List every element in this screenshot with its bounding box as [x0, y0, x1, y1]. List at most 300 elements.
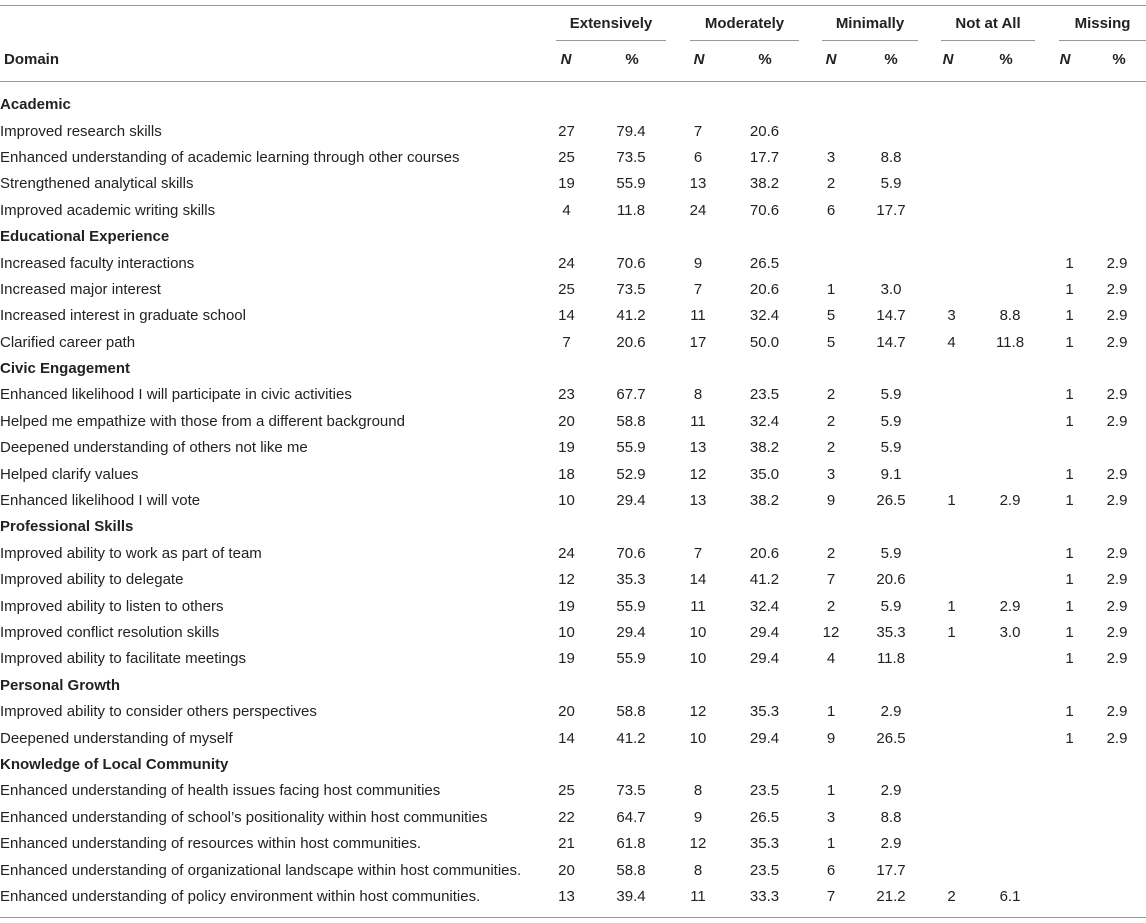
pct-cell — [969, 857, 1051, 883]
table-row — [0, 171, 1146, 197]
pct-cell: 2.9 — [999, 597, 1021, 615]
pct-column-header: % — [625, 51, 639, 68]
n-cell — [1051, 778, 1088, 804]
item-label: Helped clarify values — [0, 465, 139, 483]
item-label: Increased faculty interactions — [0, 254, 195, 272]
n-cell: 7 — [562, 333, 571, 351]
n-cell — [681, 224, 715, 250]
pct-cell: 2.9 — [1106, 333, 1128, 351]
n-cell: 1 — [1065, 254, 1074, 272]
item-label: Clarified career path — [0, 333, 136, 351]
pct-cell — [1088, 884, 1146, 910]
n-cell: 1 — [1065, 333, 1074, 351]
domain-label: Civic Engagement — [0, 360, 131, 378]
pct-cell: 73.5 — [616, 148, 646, 166]
pct-cell: 2.9 — [1106, 650, 1128, 668]
n-cell: 7 — [693, 544, 703, 562]
n-cell: 1 — [1065, 412, 1074, 430]
pct-cell — [969, 752, 1051, 778]
group-underline — [822, 40, 918, 41]
n-cell — [934, 831, 969, 857]
pct-cell — [969, 646, 1051, 672]
item-label: Increased interest in graduate school — [0, 307, 246, 325]
n-cell — [552, 356, 581, 382]
n-column-header: N — [693, 51, 705, 68]
table-row — [0, 118, 1146, 144]
table-row — [0, 857, 1146, 883]
item-label: Improved ability to facilitate meetings — [0, 650, 246, 668]
group-header-minimally — [822, 15, 918, 41]
pct-cell: 2.9 — [1106, 703, 1128, 721]
n-cell — [681, 356, 715, 382]
n-cell: 12 — [558, 571, 575, 589]
pct-cell: 58.8 — [616, 412, 646, 430]
pct-cell: 70.6 — [616, 544, 646, 562]
pct-cell: 2.9 — [880, 782, 902, 800]
pct-cell: 55.9 — [616, 175, 646, 193]
n-cell — [934, 567, 969, 593]
n-cell — [1051, 118, 1088, 144]
n-cell: 10 — [689, 650, 707, 668]
pct-cell: 23.5 — [749, 861, 780, 879]
table-row — [0, 541, 1146, 567]
domain-label: Educational Experience — [0, 228, 170, 246]
pct-cell — [848, 92, 934, 118]
n-cell: 9 — [826, 492, 836, 510]
pct-cell: 14.7 — [876, 333, 906, 351]
pct-cell: 73.5 — [616, 782, 646, 800]
pct-cell — [848, 514, 934, 540]
n-cell: 23 — [558, 386, 575, 404]
pct-cell — [1088, 198, 1146, 224]
pct-cell: 2.9 — [880, 703, 902, 721]
pct-cell — [969, 567, 1051, 593]
pct-cell: 17.7 — [876, 201, 906, 219]
pct-cell: 41.2 — [616, 729, 646, 747]
table-row — [0, 409, 1146, 435]
pct-cell — [581, 752, 681, 778]
table-row — [0, 884, 1146, 910]
pct-cell: 61.8 — [616, 835, 646, 853]
n-cell: 12 — [689, 465, 707, 483]
group-header-label: Not at All — [955, 15, 1021, 32]
pct-cell: 29.4 — [616, 492, 646, 510]
pct-cell: 70.6 — [749, 201, 780, 219]
n-cell: 17 — [689, 333, 707, 351]
table-row — [0, 382, 1146, 408]
domain-row — [0, 673, 1146, 699]
pct-cell — [848, 224, 934, 250]
n-cell — [552, 752, 581, 778]
pct-cell — [969, 356, 1051, 382]
pct-cell — [969, 461, 1051, 487]
pct-cell: 2.9 — [1106, 307, 1128, 325]
n-cell — [934, 145, 969, 171]
n-column-header: N — [560, 51, 572, 68]
pct-cell: 2.9 — [1106, 280, 1128, 298]
pct-cell: 11.8 — [995, 333, 1025, 351]
n-cell — [552, 514, 581, 540]
n-cell: 5 — [826, 333, 836, 351]
pct-cell: 21.2 — [876, 887, 906, 905]
pct-cell: 20.6 — [876, 571, 906, 589]
pct-cell: 38.2 — [749, 439, 780, 457]
n-cell — [934, 514, 969, 540]
pct-cell — [1088, 171, 1146, 197]
pct-cell — [848, 752, 934, 778]
pct-cell: 67.7 — [616, 386, 646, 404]
item-label: Improved ability to delegate — [0, 571, 184, 589]
pct-cell: 2.9 — [1106, 571, 1128, 589]
n-cell — [1051, 171, 1088, 197]
pct-cell — [1088, 805, 1146, 831]
pct-cell — [969, 118, 1051, 144]
pct-cell: 58.8 — [616, 861, 646, 879]
item-label: Enhanced likelihood I will participate in civic activities — [0, 386, 352, 404]
pct-cell — [715, 752, 814, 778]
table-row — [0, 303, 1146, 329]
pct-cell: 38.2 — [749, 492, 780, 510]
n-cell — [814, 224, 848, 250]
table-row — [0, 831, 1146, 857]
n-cell: 6 — [826, 861, 836, 879]
n-cell — [1051, 752, 1088, 778]
pct-cell: 55.9 — [616, 597, 646, 615]
n-cell — [1051, 857, 1088, 883]
n-cell: 1 — [947, 624, 956, 641]
pct-cell: 8.8 — [880, 808, 902, 826]
pct-column-header: % — [1112, 51, 1126, 68]
n-cell — [1051, 831, 1088, 857]
n-cell — [934, 541, 969, 567]
pct-cell — [1088, 514, 1146, 540]
pct-cell — [969, 250, 1051, 276]
n-cell: 2 — [826, 597, 836, 615]
group-header-missing — [1059, 15, 1146, 41]
pct-cell: 17.7 — [876, 861, 906, 879]
n-cell: 8 — [693, 386, 703, 404]
pct-cell: 14.7 — [876, 307, 906, 325]
pct-cell: 2.9 — [1106, 729, 1128, 747]
n-cell: 20 — [558, 412, 575, 430]
pct-cell — [1088, 778, 1146, 804]
n-cell: 24 — [558, 254, 575, 272]
pct-cell — [848, 118, 934, 144]
pct-cell: 2.9 — [880, 835, 902, 853]
table-row — [0, 250, 1146, 276]
table-row — [0, 198, 1146, 224]
n-cell — [1051, 805, 1088, 831]
table-row — [0, 646, 1146, 672]
item-label: Strengthened analytical skills — [0, 175, 194, 193]
pct-cell — [848, 356, 934, 382]
pct-cell — [1088, 118, 1146, 144]
n-cell — [934, 382, 969, 408]
n-cell: 27 — [558, 122, 575, 140]
n-cell: 1 — [826, 835, 836, 853]
n-cell: 9 — [693, 254, 703, 272]
table-row — [0, 330, 1146, 356]
n-cell: 1 — [1065, 624, 1074, 641]
pct-cell — [969, 831, 1051, 857]
n-cell: 12 — [689, 703, 707, 721]
n-cell: 11 — [690, 412, 706, 430]
n-cell — [1051, 673, 1088, 699]
n-cell — [681, 514, 715, 540]
pct-cell: 55.9 — [616, 439, 646, 457]
pct-cell: 32.4 — [749, 307, 780, 325]
group-header-label: Extensively — [569, 15, 653, 32]
n-cell: 19 — [558, 175, 575, 193]
header-rule — [0, 81, 1146, 82]
pct-cell: 26.5 — [876, 729, 906, 747]
n-cell: 8 — [693, 782, 703, 800]
pct-cell: 39.4 — [616, 887, 646, 905]
group-underline — [1059, 40, 1146, 41]
pct-cell: 11.8 — [876, 650, 906, 668]
pct-cell — [581, 224, 681, 250]
domain-row — [0, 356, 1146, 382]
pct-cell — [969, 435, 1051, 461]
pct-cell — [1088, 224, 1146, 250]
group-underline — [690, 40, 799, 41]
n-cell: 20 — [558, 861, 575, 879]
pct-cell — [1088, 145, 1146, 171]
table-row — [0, 805, 1146, 831]
pct-cell — [1088, 752, 1146, 778]
pct-cell: 2.9 — [1106, 386, 1128, 404]
n-cell: 1 — [1065, 280, 1074, 298]
pct-cell: 5.9 — [880, 439, 902, 457]
domain-row — [0, 752, 1146, 778]
table-row — [0, 435, 1146, 461]
n-cell — [934, 250, 969, 276]
n-cell — [1051, 435, 1088, 461]
pct-cell: 5.9 — [880, 597, 902, 615]
n-cell: 14 — [689, 571, 707, 589]
domain-row — [0, 514, 1146, 540]
item-label: Improved conflict resolution skills — [0, 624, 220, 641]
pct-cell: 5.9 — [880, 412, 902, 430]
n-column-header: N — [942, 51, 954, 68]
n-cell: 3 — [826, 808, 836, 826]
n-cell: 9 — [693, 808, 703, 826]
domain-label: Academic — [0, 96, 71, 114]
n-cell: 14 — [558, 307, 575, 325]
domain-label: Professional Skills — [0, 518, 134, 536]
pct-cell: 20.6 — [616, 333, 646, 351]
n-cell: 12 — [689, 835, 707, 853]
pct-cell — [715, 92, 814, 118]
n-cell: 2 — [826, 175, 836, 193]
n-cell: 2 — [826, 386, 836, 404]
pct-cell: 58.8 — [616, 703, 646, 721]
n-cell: 6 — [826, 201, 836, 219]
pct-cell — [1088, 92, 1146, 118]
pct-cell: 2.9 — [999, 492, 1021, 510]
pct-cell: 20.6 — [749, 544, 780, 562]
item-label: Enhanced understanding of policy environment within host communities. — [0, 887, 481, 905]
item-label: Improved research skills — [0, 122, 162, 140]
n-cell: 5 — [826, 307, 836, 325]
n-cell — [814, 514, 848, 540]
n-cell — [1051, 356, 1088, 382]
pct-cell — [1088, 857, 1146, 883]
n-cell — [934, 435, 969, 461]
n-cell: 2 — [826, 544, 836, 562]
pct-cell — [969, 145, 1051, 171]
n-cell: 1 — [826, 703, 836, 721]
n-cell: 7 — [693, 280, 703, 298]
n-cell — [1051, 224, 1088, 250]
table-row — [0, 277, 1146, 303]
pct-cell: 26.5 — [749, 254, 780, 272]
pct-cell: 2.9 — [1106, 465, 1128, 483]
item-label: Increased major interest — [0, 280, 161, 298]
n-cell: 11 — [690, 887, 706, 905]
item-label: Enhanced understanding of health issues facing host communities — [0, 782, 441, 800]
top-rule — [0, 5, 1146, 6]
pct-cell — [969, 514, 1051, 540]
table-row — [0, 461, 1146, 487]
n-cell — [681, 92, 715, 118]
n-cell — [934, 171, 969, 197]
pct-column-header: % — [758, 51, 772, 68]
n-cell — [1051, 884, 1088, 910]
pct-cell — [848, 673, 934, 699]
pct-cell: 26.5 — [749, 808, 780, 826]
n-cell: 19 — [558, 597, 575, 615]
pct-cell: 2.9 — [1106, 624, 1128, 641]
pct-cell — [581, 514, 681, 540]
n-cell: 1 — [1065, 597, 1074, 615]
n-cell: 1 — [1065, 465, 1074, 483]
n-cell: 10 — [558, 624, 575, 641]
pct-cell — [969, 541, 1051, 567]
pct-cell: 35.0 — [749, 465, 780, 483]
pct-cell: 32.4 — [749, 412, 780, 430]
pct-cell: 5.9 — [880, 386, 902, 404]
bottom-rule — [0, 917, 1146, 918]
n-cell: 19 — [558, 439, 575, 457]
pct-cell — [969, 699, 1051, 725]
item-label: Enhanced understanding of resources within host communities. — [0, 835, 422, 853]
n-cell — [934, 356, 969, 382]
group-header-not-at-all — [941, 15, 1035, 41]
n-cell: 2 — [947, 887, 956, 905]
pct-cell: 3.0 — [880, 280, 902, 298]
pct-cell: 2.9 — [1106, 597, 1128, 615]
pct-cell: 73.5 — [616, 280, 646, 298]
n-cell: 3 — [826, 465, 836, 483]
n-cell — [934, 805, 969, 831]
n-cell — [934, 646, 969, 672]
pct-cell: 41.2 — [749, 571, 780, 589]
n-cell: 7 — [826, 571, 836, 589]
pct-cell — [969, 92, 1051, 118]
table-row — [0, 567, 1146, 593]
group-header-extensively — [556, 15, 666, 41]
n-cell: 24 — [558, 544, 575, 562]
table-row — [0, 593, 1146, 619]
n-cell — [814, 250, 848, 276]
n-cell: 7 — [826, 887, 836, 905]
n-cell — [934, 277, 969, 303]
pct-cell: 35.3 — [616, 571, 646, 589]
pct-cell: 64.7 — [616, 808, 646, 826]
n-cell — [934, 198, 969, 224]
pct-cell: 35.3 — [876, 624, 906, 641]
pct-cell: 8.8 — [999, 307, 1021, 325]
pct-cell — [969, 805, 1051, 831]
n-column-header: N — [1059, 51, 1071, 68]
item-label: Enhanced understanding of academic learning through other courses — [0, 148, 460, 166]
item-label: Improved ability to listen to others — [0, 597, 224, 615]
domain-row — [0, 224, 1146, 250]
pct-cell: 29.4 — [749, 729, 780, 747]
n-cell: 1 — [947, 597, 956, 615]
pct-cell — [969, 778, 1051, 804]
n-cell: 1 — [947, 492, 956, 510]
table-row — [0, 620, 1146, 646]
n-cell — [934, 699, 969, 725]
pct-cell — [1088, 831, 1146, 857]
pct-cell: 2.9 — [1106, 254, 1128, 272]
group-header-label: Minimally — [835, 15, 905, 32]
n-cell — [681, 752, 715, 778]
group-underline — [941, 40, 1035, 41]
item-label: Improved ability to consider others perspectives — [0, 703, 317, 721]
n-cell — [552, 224, 581, 250]
n-cell — [934, 778, 969, 804]
pct-cell: 55.9 — [616, 650, 646, 668]
n-column-header: N — [825, 51, 837, 68]
pct-cell: 29.4 — [616, 624, 646, 641]
n-cell: 13 — [689, 492, 707, 510]
n-cell — [934, 752, 969, 778]
item-label: Improved academic writing skills — [0, 201, 216, 219]
n-cell: 10 — [558, 492, 575, 510]
domain-label: Personal Growth — [0, 676, 121, 694]
pct-cell — [969, 725, 1051, 751]
table-row — [0, 145, 1146, 171]
n-cell — [814, 752, 848, 778]
n-cell: 1 — [1065, 703, 1074, 721]
domain-row — [0, 92, 1146, 118]
n-cell — [814, 92, 848, 118]
n-cell — [552, 673, 581, 699]
n-cell: 24 — [689, 201, 707, 219]
n-cell: 6 — [693, 148, 703, 166]
n-cell: 1 — [1065, 571, 1074, 589]
n-cell: 1 — [826, 782, 836, 800]
pct-cell: 3.0 — [999, 624, 1021, 641]
n-cell — [934, 857, 969, 883]
pct-cell: 23.5 — [749, 782, 780, 800]
n-cell: 10 — [689, 624, 707, 641]
n-cell: 4 — [562, 201, 571, 219]
n-cell — [934, 725, 969, 751]
pct-cell: 79.4 — [616, 122, 646, 140]
pct-cell — [1088, 435, 1146, 461]
pct-cell — [1088, 673, 1146, 699]
n-cell — [934, 409, 969, 435]
pct-cell: 2.9 — [1106, 492, 1128, 510]
n-cell — [1051, 198, 1088, 224]
pct-cell — [969, 673, 1051, 699]
n-cell: 13 — [689, 439, 707, 457]
group-header-label: Missing — [1074, 15, 1131, 32]
